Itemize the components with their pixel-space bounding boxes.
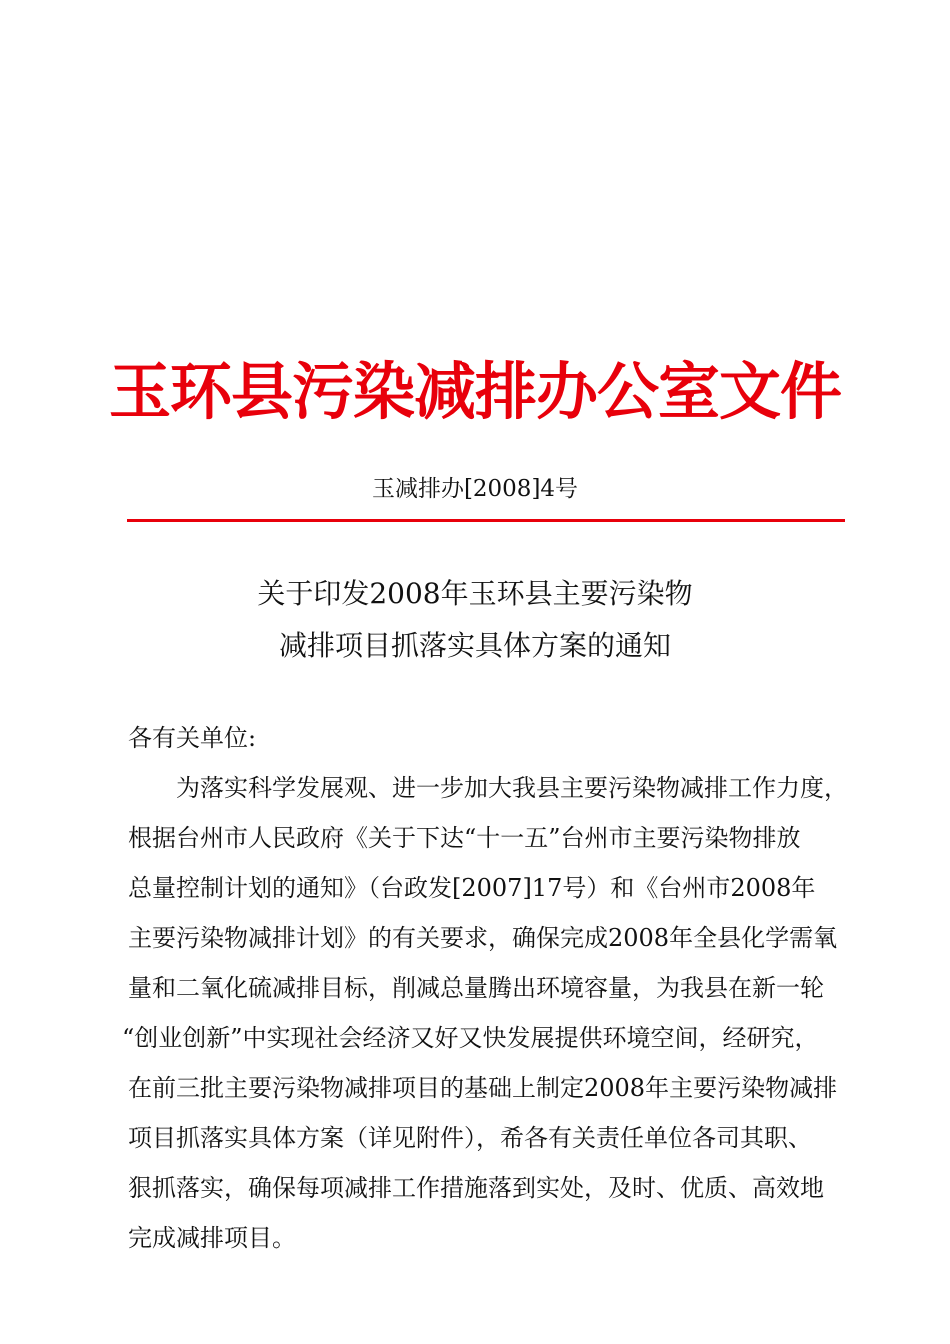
document-number: 玉减排办[2008]4号 xyxy=(371,476,579,502)
body-line: 完成减排项目。 xyxy=(128,1224,296,1252)
subject-line: 减排项目抓落实具体方案的通知 xyxy=(278,629,671,662)
body-line: 狠抓落实，确保每项减排工作措施落到实处，及时、优质、高效地 xyxy=(128,1174,824,1202)
red-divider-line xyxy=(127,519,845,522)
document-header-title: 玉环县污染减排办公室文件 xyxy=(108,355,841,428)
body-line: 项目抓落实具体方案（详见附件），希各有关责任单位各司其职、 xyxy=(128,1124,812,1152)
document-subject xyxy=(0,568,950,672)
body-line: 量和二氧化硫减排目标，削减总量腾出环境容量，为我县在新一轮 xyxy=(128,974,824,1002)
body-line: “创业创新”中实现社会经济又好又快发展提供环境空间，经研究， xyxy=(122,1024,819,1052)
body-line: 在前三批主要污染物减排项目的基础上制定2008年主要污染物减排 xyxy=(128,1074,838,1102)
body-line: 根据台州市人民政府《关于下达“十一五”台州市主要污染物排放 xyxy=(128,824,801,852)
salutation: 各有关单位: xyxy=(128,724,257,752)
body-line: 总量控制计划的通知》（台政发[2007]17号）和《台州市2008年 xyxy=(128,874,816,902)
subject-line: 关于印发2008年玉环县主要污染物 xyxy=(257,577,693,610)
body-line: 为落实科学发展观、进一步加大我县主要污染物减排工作力度， xyxy=(176,774,848,802)
body-line: 主要污染物减排计划》的有关要求，确保完成2008年全县化学需氧 xyxy=(128,924,838,952)
